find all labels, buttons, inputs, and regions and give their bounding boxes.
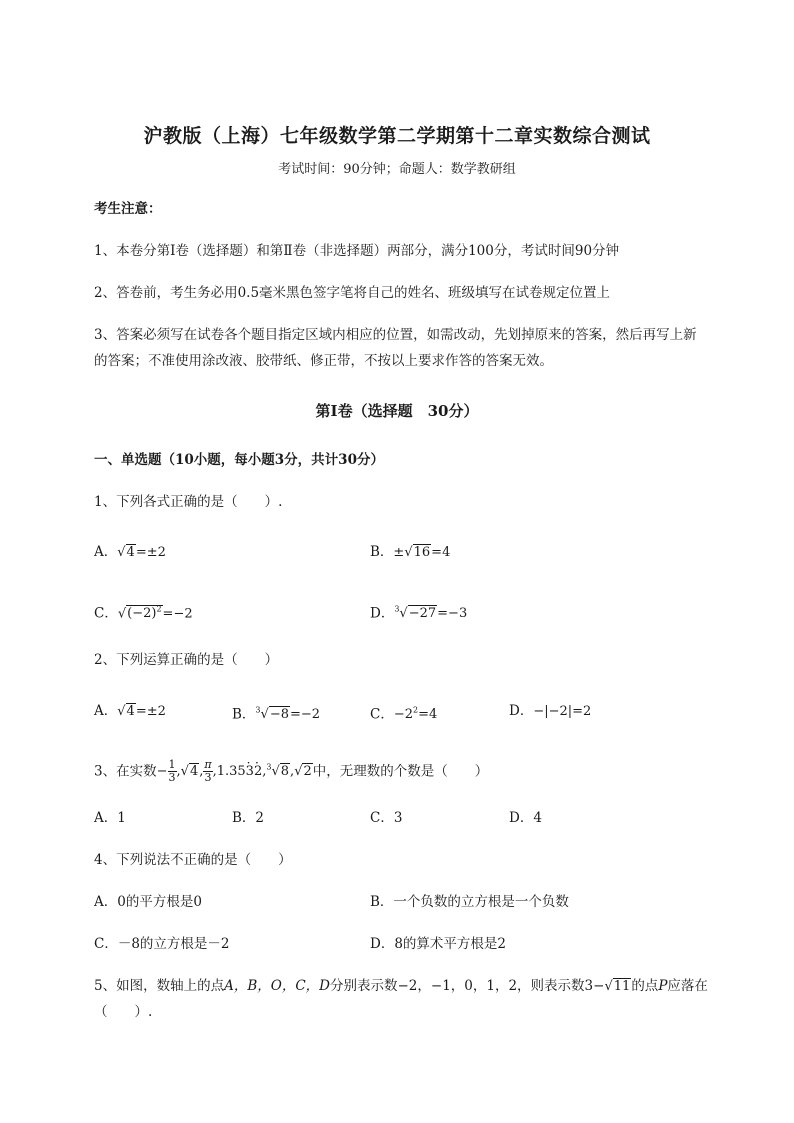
- separator: ,: [176, 764, 181, 780]
- base: −2: [393, 707, 414, 723]
- root-index: 3: [266, 763, 272, 772]
- q3-stem: 3、在实数− $\frac{1}{3}$ ,√4, $\frac{\pi}{3}$ ,1.35· 3· 2,$^3$√8,√2中，无理数的个数是（ ）: [94, 759, 488, 784]
- option-tail: =4: [418, 707, 438, 723]
- option-tail: =±2: [135, 704, 166, 719]
- q4-option-d[interactable]: D．8的算术平方根是2: [370, 936, 507, 952]
- q3-option-d[interactable]: D．4: [509, 810, 542, 826]
- q5-stem: 5、如图，数轴上的点A，B，O，C，D分别表示数−2，−1，0，1，2，则表示数3−√11的点P应落在: [94, 978, 708, 994]
- q2-option-c[interactable]: [370, 702, 437, 724]
- section-title: 第I卷（选择题 30分）: [315, 402, 479, 420]
- exponent: 2: [413, 706, 419, 715]
- option-expression: −|−2|=2: [533, 704, 592, 719]
- q3-stem-pre: 3、在实数: [94, 763, 157, 780]
- radicand: 4: [189, 764, 199, 780]
- q5-stem-mid2: 的点: [631, 978, 659, 994]
- denominator: 3: [204, 771, 212, 785]
- radicand: −8: [269, 707, 289, 723]
- q4-option-a[interactable]: A．0的平方根是0: [94, 894, 202, 910]
- q5-stem-line2: （ ）.: [94, 1004, 153, 1020]
- radicand: −27: [408, 606, 437, 622]
- radicand: 11: [613, 979, 631, 994]
- numerator: 1: [168, 758, 176, 772]
- minus-sign: −: [156, 764, 168, 780]
- q3-option-c[interactable]: C．3: [370, 810, 403, 826]
- option-label: B．: [232, 706, 256, 723]
- q2-option-d[interactable]: [509, 702, 591, 721]
- notice-item-3: 3、答案必须写在试卷各个题目指定区域内相应的位置，如需改动，先划掉原来的答案，然后再写上新: [94, 327, 697, 343]
- q4-option-b[interactable]: B．一个负数的立方根是一个负数: [370, 894, 569, 910]
- root-index: 3: [394, 605, 400, 614]
- option-label: D．: [509, 703, 534, 719]
- radicand: 4: [126, 704, 135, 719]
- separator: ,: [199, 764, 204, 780]
- exponent: 2: [156, 605, 162, 614]
- option-label: B．: [370, 544, 394, 560]
- point-labels: A，B，O，C，D: [224, 978, 330, 994]
- option-label: A．: [94, 544, 118, 560]
- q3-option-b[interactable]: B．2: [232, 810, 265, 826]
- q1-option-a[interactable]: A．√4=±2: [94, 544, 166, 560]
- page-subtitle: 考试时间：90分钟；命题人：数学教研组: [278, 162, 516, 177]
- numerator: π: [204, 758, 212, 772]
- root-index: 3: [255, 706, 261, 715]
- q3-stem-post: 中，无理数的个数是（ ）: [312, 763, 489, 780]
- notice-item-2: 2、答卷前，考生务必用0.5毫米黑色签字笔将自己的姓名、班级填写在试卷规定位置上: [94, 285, 611, 301]
- option-label: C．: [370, 706, 394, 723]
- notice-item-3-cont: 的答案；不准使用涂改液、胶带纸、修正带，不按以上要求作答的答案无效。: [94, 353, 553, 369]
- option-tail: =−3: [437, 606, 468, 622]
- q1-option-b[interactable]: B．±√16=4: [370, 544, 451, 560]
- point-p: P: [658, 978, 668, 994]
- q4-option-c[interactable]: C．－8的立方根是－2: [94, 936, 230, 952]
- radicand: 2: [303, 764, 312, 780]
- separator: ,: [262, 764, 267, 780]
- plus-minus: ±: [393, 545, 405, 560]
- separator: ,: [290, 764, 295, 780]
- q5-stem-mid: 分别表示数−2，−1，0，1，2，则表示数3−: [329, 978, 605, 994]
- q1-option-d[interactable]: D．$^3$√−27=−3: [370, 605, 468, 622]
- q5-stem-pre: 5、如图，数轴上的点: [94, 978, 225, 994]
- q3-option-a[interactable]: A．1: [94, 810, 126, 826]
- page-title: 沪教版（上海）七年级数学第二学期第十二章实数综合测试: [143, 125, 651, 147]
- option-label: D．: [370, 605, 395, 622]
- part-heading: 一、单选题（10小题，每小题3分，共计30分）: [94, 452, 384, 468]
- notice-item-1: 1、本卷分第I卷（选择题）和第Ⅱ卷（非选择题）两部分，满分100分，考试时间90分钟: [94, 243, 620, 259]
- radicand: 16: [413, 545, 431, 560]
- fraction-pi-third: [203, 759, 212, 784]
- radicand: 4: [126, 545, 135, 560]
- radicand: 8: [280, 764, 290, 780]
- q2-option-b[interactable]: B．$^3$√−8=−2: [232, 706, 321, 723]
- option-tail: =±2: [135, 545, 166, 560]
- option-tail: =−2: [289, 707, 321, 723]
- q2-stem: 2、下列运算正确的是（ ）: [94, 652, 279, 668]
- fraction-one-third: [168, 759, 177, 784]
- notice-heading: 考生注意：: [94, 201, 162, 217]
- radicand: (−2): [127, 606, 157, 622]
- q1-stem: 1、下列各式正确的是（ ）.: [94, 494, 283, 510]
- q4-stem: 4、下列说法不正确的是（ ）: [94, 852, 292, 868]
- q2-option-a[interactable]: A．√4=±2: [94, 703, 166, 719]
- option-label: A．: [94, 703, 118, 719]
- q1-option-c[interactable]: C．$√(-2)^2=-2$: [94, 605, 193, 622]
- decimal-prefix: ,1.35: [212, 764, 246, 780]
- option-tail: =4: [431, 545, 451, 560]
- option-label: C．: [94, 605, 118, 622]
- repeating-digit: · 2: [254, 764, 262, 779]
- option-tail: =−2: [162, 606, 193, 622]
- q5-stem-post: 应落在: [667, 978, 708, 994]
- repeating-digit: · 3: [246, 764, 254, 779]
- denominator: 3: [168, 771, 176, 785]
